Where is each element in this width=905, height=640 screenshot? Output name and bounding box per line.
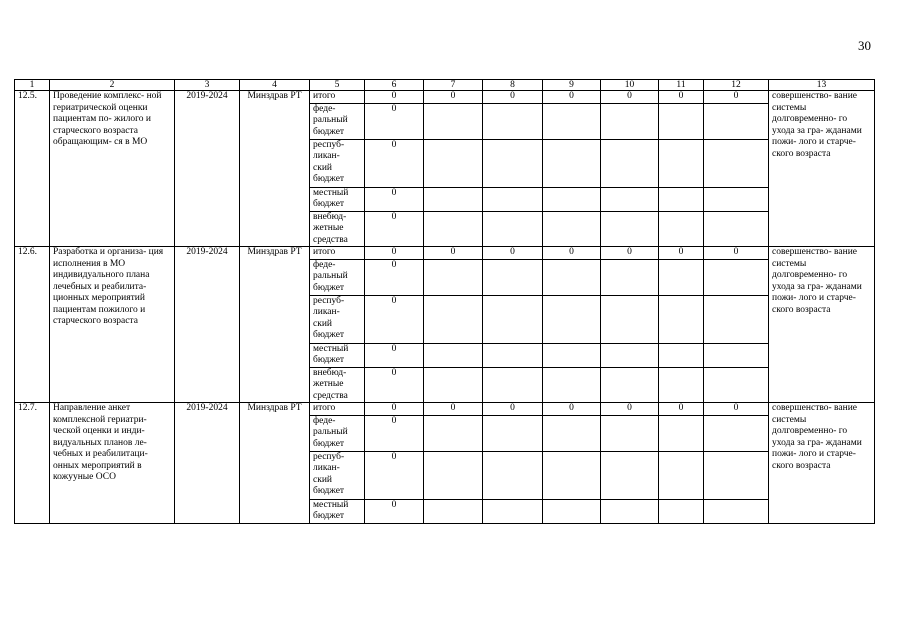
item-period: 2019-2024 bbox=[175, 247, 240, 403]
funding-value bbox=[704, 187, 769, 211]
funding-value: 0 bbox=[365, 103, 424, 139]
funding-value bbox=[659, 187, 704, 211]
funding-value bbox=[424, 187, 483, 211]
funding-value bbox=[601, 139, 659, 187]
funding-value bbox=[424, 103, 483, 139]
funding-value bbox=[483, 259, 543, 295]
header-cell: 12 bbox=[704, 80, 769, 91]
header-row bbox=[15, 80, 875, 91]
funding-value: 0 bbox=[704, 91, 769, 104]
funding-value: 0 bbox=[483, 247, 543, 260]
item-number: 12.6. bbox=[15, 247, 50, 403]
funding-value: 0 bbox=[704, 403, 769, 416]
funding-value bbox=[659, 499, 704, 523]
funding-value bbox=[601, 499, 659, 523]
item-description: Разработка и организа- ция исполнения в МО индивидуального плана лечебных и реабилита- ционных мероприятий пациентам пожилого и старческого возраста bbox=[50, 247, 175, 403]
item-number: 12.5. bbox=[15, 91, 50, 247]
funding-value: 0 bbox=[483, 91, 543, 104]
funding-value bbox=[601, 103, 659, 139]
funding-value bbox=[543, 103, 601, 139]
funding-source: респуб- ликан- ский бюджет bbox=[310, 139, 365, 187]
funding-value: 0 bbox=[365, 259, 424, 295]
funding-value: 0 bbox=[704, 247, 769, 260]
header-cell: 1 bbox=[15, 80, 50, 91]
item-executor: Минздрав РТ bbox=[240, 91, 310, 247]
item-number: 12.7. bbox=[15, 403, 50, 524]
funding-value: 0 bbox=[601, 403, 659, 416]
table-row bbox=[15, 247, 875, 260]
funding-source: феде- ральный бюджет bbox=[310, 415, 365, 451]
funding-value bbox=[601, 343, 659, 367]
item-goal: совершенство- вание системы долговременно- го ухода за гра- жданами пожи- лого и старче- ского возраста bbox=[769, 91, 875, 247]
funding-value bbox=[659, 211, 704, 247]
page-number: 30 bbox=[858, 38, 871, 53]
funding-value: 0 bbox=[543, 247, 601, 260]
funding-value: 0 bbox=[601, 91, 659, 104]
funding-value: 0 bbox=[424, 403, 483, 416]
funding-value bbox=[704, 103, 769, 139]
item-executor: Минздрав РТ bbox=[240, 247, 310, 403]
funding-value bbox=[424, 451, 483, 499]
header-cell: 8 bbox=[483, 80, 543, 91]
funding-value bbox=[601, 415, 659, 451]
item-executor: Минздрав РТ bbox=[240, 403, 310, 524]
funding-value: 0 bbox=[365, 187, 424, 211]
funding-value: 0 bbox=[659, 403, 704, 416]
funding-value: 0 bbox=[659, 91, 704, 104]
header-cell: 11 bbox=[659, 80, 704, 91]
funding-value bbox=[601, 451, 659, 499]
funding-value: 0 bbox=[543, 91, 601, 104]
funding-value bbox=[483, 451, 543, 499]
funding-value: 0 bbox=[365, 343, 424, 367]
funding-value bbox=[483, 103, 543, 139]
header-cell: 5 bbox=[310, 80, 365, 91]
funding-value bbox=[704, 451, 769, 499]
funding-value: 0 bbox=[659, 247, 704, 260]
funding-source: респуб- ликан- ский бюджет bbox=[310, 295, 365, 343]
funding-source: итого bbox=[310, 403, 365, 416]
funding-value bbox=[704, 259, 769, 295]
header-cell: 6 bbox=[365, 80, 424, 91]
funding-value bbox=[704, 343, 769, 367]
funding-value bbox=[483, 187, 543, 211]
funding-value: 0 bbox=[365, 211, 424, 247]
header-cell: 2 bbox=[50, 80, 175, 91]
funding-value bbox=[601, 211, 659, 247]
funding-value bbox=[543, 343, 601, 367]
funding-source: внебюд- жетные средства bbox=[310, 367, 365, 403]
table-row bbox=[15, 91, 875, 104]
funding-value bbox=[704, 367, 769, 403]
funding-value bbox=[424, 343, 483, 367]
header-cell: 13 bbox=[769, 80, 875, 91]
table-row bbox=[15, 403, 875, 416]
funding-value bbox=[483, 343, 543, 367]
item-period: 2019-2024 bbox=[175, 403, 240, 524]
funding-value bbox=[483, 295, 543, 343]
funding-value bbox=[483, 139, 543, 187]
funding-value: 0 bbox=[365, 91, 424, 104]
funding-source: внебюд- жетные средства bbox=[310, 211, 365, 247]
funding-value: 0 bbox=[365, 139, 424, 187]
funding-value bbox=[483, 499, 543, 523]
funding-source: респуб- ликан- ский бюджет bbox=[310, 451, 365, 499]
funding-value bbox=[543, 187, 601, 211]
funding-value bbox=[601, 295, 659, 343]
funding-value bbox=[543, 211, 601, 247]
plan-body bbox=[15, 91, 875, 524]
funding-value bbox=[424, 259, 483, 295]
header-cell: 10 bbox=[601, 80, 659, 91]
funding-value bbox=[601, 259, 659, 295]
funding-value bbox=[483, 415, 543, 451]
funding-value: 0 bbox=[543, 403, 601, 416]
item-goal: совершенство- вание системы долговременно- го ухода за гра- жданами пожи- лого и старче- ского возраста bbox=[769, 247, 875, 403]
funding-value bbox=[543, 367, 601, 403]
funding-source: итого bbox=[310, 247, 365, 260]
funding-value: 0 bbox=[365, 367, 424, 403]
funding-value bbox=[659, 259, 704, 295]
header-cell: 7 bbox=[424, 80, 483, 91]
header-cell: 9 bbox=[543, 80, 601, 91]
funding-value bbox=[543, 295, 601, 343]
funding-value bbox=[704, 211, 769, 247]
funding-value bbox=[543, 139, 601, 187]
funding-value bbox=[659, 451, 704, 499]
header-cell: 3 bbox=[175, 80, 240, 91]
funding-value bbox=[483, 211, 543, 247]
item-goal: совершенство- вание системы долговременно- го ухода за гра- жданами пожи- лого и старче- ского возраста bbox=[769, 403, 875, 524]
funding-value: 0 bbox=[365, 403, 424, 416]
funding-value bbox=[704, 499, 769, 523]
item-description: Проведение комплекс- ной гериатрической оценки пациентам по- жилого и старческого возраста обращающим- ся в МО bbox=[50, 91, 175, 247]
funding-source: местный бюджет bbox=[310, 343, 365, 367]
funding-value bbox=[704, 415, 769, 451]
funding-source: феде- ральный бюджет bbox=[310, 103, 365, 139]
funding-value bbox=[704, 139, 769, 187]
funding-source: местный бюджет bbox=[310, 499, 365, 523]
item-period: 2019-2024 bbox=[175, 91, 240, 247]
item-description: Направление анкет комплексной гериатри- ческой оценки и инди- видуальных планов ле- чебных и реабилитаци- онных мероприятий в кожууные ОСО bbox=[50, 403, 175, 524]
funding-value: 0 bbox=[601, 247, 659, 260]
funding-value bbox=[601, 367, 659, 403]
funding-value bbox=[424, 367, 483, 403]
plan-table bbox=[14, 79, 875, 524]
funding-source: местный бюджет bbox=[310, 187, 365, 211]
funding-source: итого bbox=[310, 91, 365, 104]
funding-value bbox=[424, 139, 483, 187]
funding-value bbox=[424, 211, 483, 247]
funding-value: 0 bbox=[365, 247, 424, 260]
funding-source: феде- ральный бюджет bbox=[310, 259, 365, 295]
funding-value bbox=[704, 295, 769, 343]
funding-value bbox=[543, 499, 601, 523]
funding-value: 0 bbox=[424, 247, 483, 260]
funding-value bbox=[424, 499, 483, 523]
funding-value: 0 bbox=[365, 451, 424, 499]
funding-value bbox=[659, 343, 704, 367]
funding-value bbox=[601, 187, 659, 211]
funding-value bbox=[659, 415, 704, 451]
funding-value bbox=[543, 259, 601, 295]
funding-value bbox=[543, 451, 601, 499]
funding-value: 0 bbox=[365, 499, 424, 523]
funding-value bbox=[659, 139, 704, 187]
funding-value bbox=[659, 295, 704, 343]
header-cell: 4 bbox=[240, 80, 310, 91]
funding-value bbox=[659, 103, 704, 139]
funding-value bbox=[483, 367, 543, 403]
funding-value bbox=[424, 415, 483, 451]
funding-value bbox=[543, 415, 601, 451]
funding-value: 0 bbox=[365, 295, 424, 343]
funding-value: 0 bbox=[424, 91, 483, 104]
funding-value bbox=[659, 367, 704, 403]
funding-value bbox=[424, 295, 483, 343]
funding-value: 0 bbox=[483, 403, 543, 416]
funding-value: 0 bbox=[365, 415, 424, 451]
